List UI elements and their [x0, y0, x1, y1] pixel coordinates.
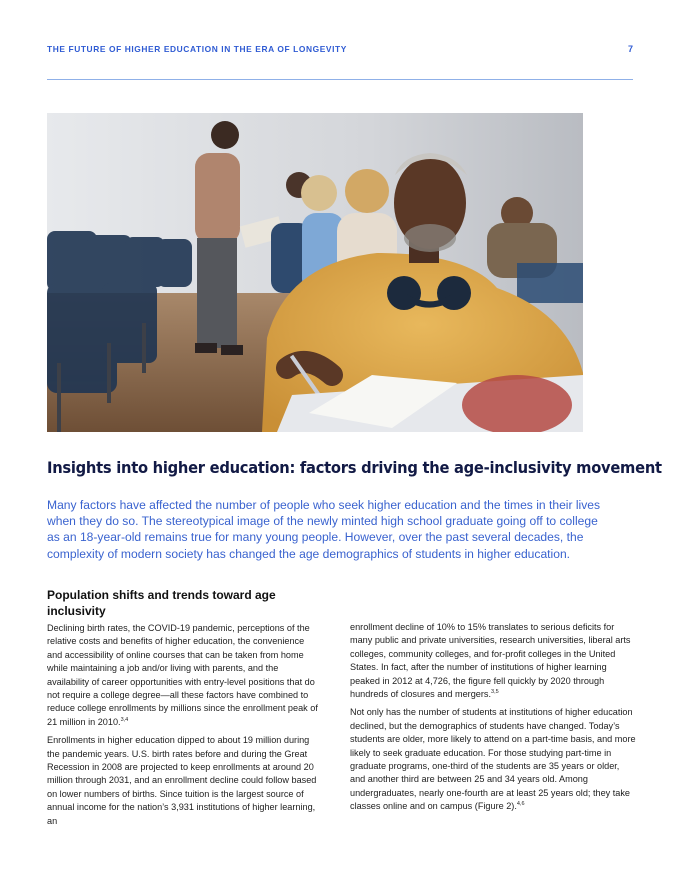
page-number: 7	[627, 44, 633, 54]
document-title: THE FUTURE OF HIGHER EDUCATION IN THE ERA OF LONGEVITY	[47, 44, 347, 54]
paragraph-text: Enrollments in higher education dipped to about 19 million during the pandemic years. U.S. birth rates before and during the Great Recession in 2008 are projected to keep enrollments at around 20 million through 2031, and an enrollment decline could follow based on lower numbers of births. Since tuition is the largest source of annual income for the nation’s 3,931 institutions of higher learning, an	[47, 735, 317, 826]
section-heading: Insights into higher education: factors driving the age-inclusivity movement	[47, 458, 662, 477]
body-paragraph	[350, 706, 636, 813]
paragraph-text: Not only has the number of students at institutions of higher education declined, but the demographics of students have changed. Today’s students are older, more likely to attend on a part-time basis, and more likely to seek graduate education. For those studying part-time in graduate programs, one-third of the students are 35 years or older, and another third are between 25 and 34 years old. Among undergraduates, nearly one-fourth are at least 25 years old; they take classes online and on campus (Figure 2).	[350, 707, 636, 812]
body-paragraph	[350, 621, 636, 701]
right-column	[350, 621, 636, 819]
body-paragraph	[47, 622, 321, 729]
paragraph-text: enrollment decline of 10% to 15% translates to serious deficits for many public and private universities, research universities, liberal arts colleges, community colleges, and for-profit colleges in the United States. In fact, after the number of institutions of higher learning peaked in 2012 at 4,726, the figure fell quickly by 2020 through hundreds of closures and mergers.	[350, 622, 631, 700]
subsection-heading: Population shifts and trends toward age inclusivity	[47, 588, 276, 618]
footnote-ref: 3,4	[120, 716, 129, 723]
footnote-ref: 3,5	[491, 689, 499, 696]
paragraph-text: Declining birth rates, the COVID-19 pandemic, perceptions of the relative costs and benefits of higher education, the convenience and accessibility of online courses that can be taken from home while maintaining a job and/or living with parents, and the availability of career opportunities with entry-level positions that do not require a college degree—all these factors have combined to reduce college enrollments by millions since the enrollment peak of 21 million in 2010.	[47, 623, 318, 727]
body-paragraph	[47, 734, 321, 828]
left-column	[47, 622, 321, 833]
intro-paragraph: Many factors have affected the number of people who seek higher education and the times in their lives when they do so. The stereotypical image of the newly minted high school graduate going off to college as an 18-year-old remains true for many young people. However, over the past several decades, the complexity of modern society has changed the age demographics of students in higher education.	[47, 498, 601, 561]
footnote-ref: 4,6	[516, 801, 525, 808]
header-divider	[47, 79, 633, 80]
running-header	[47, 44, 633, 54]
classroom-photo	[47, 113, 583, 432]
classroom-photo-illustration	[47, 113, 583, 432]
